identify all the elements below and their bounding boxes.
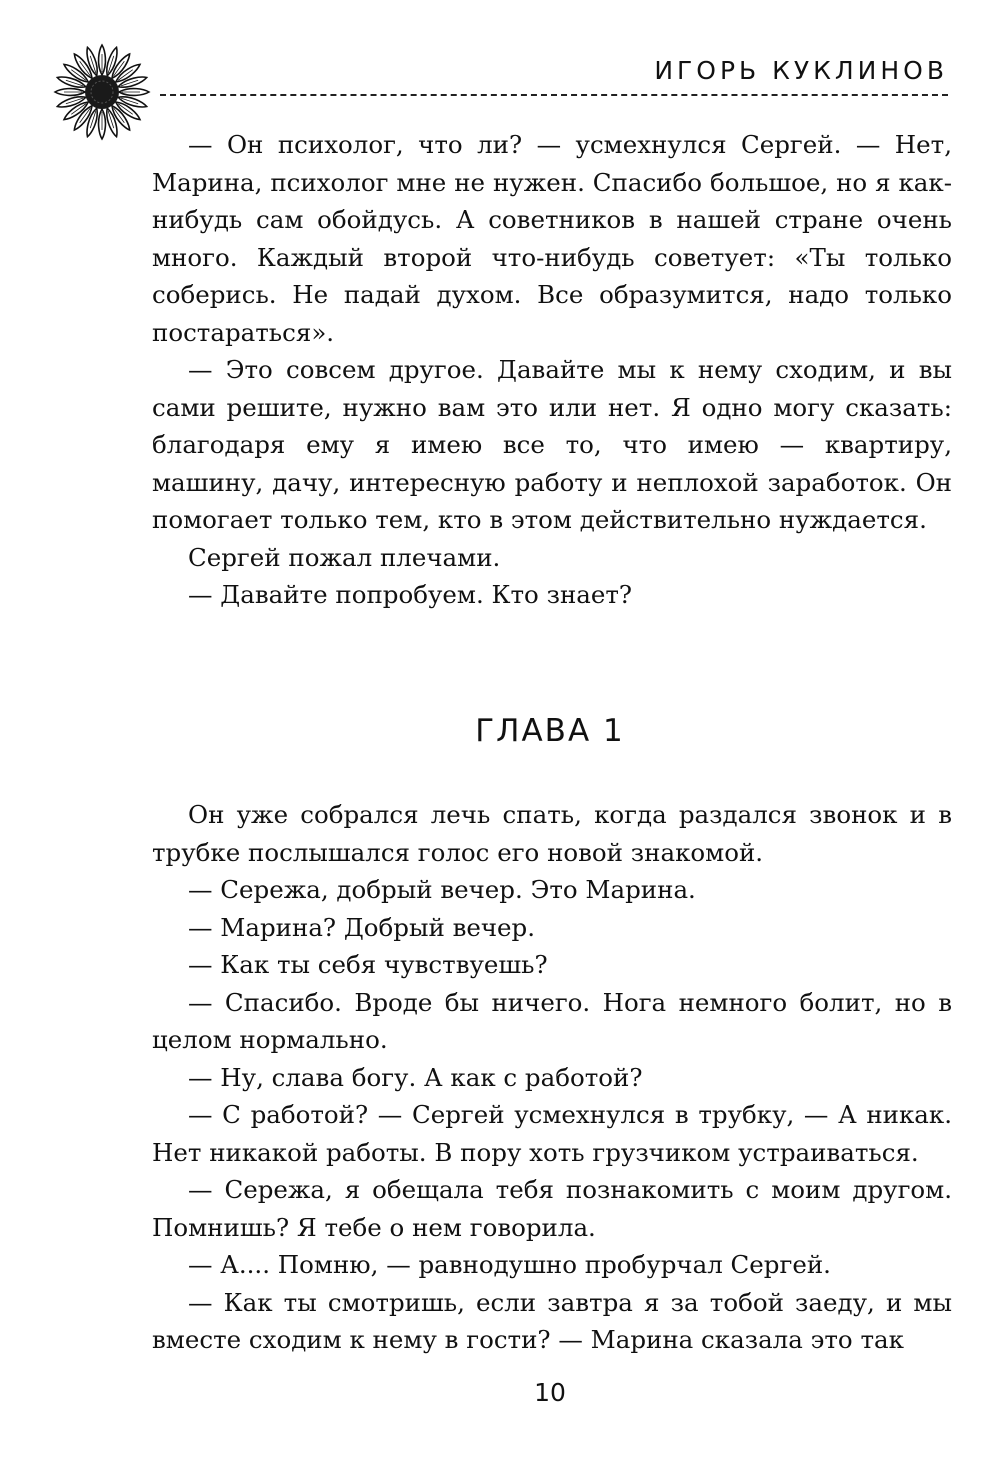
paragraph: — Как ты себя чувствуешь? — [188, 950, 548, 979]
page-number: 10 — [534, 1378, 566, 1407]
paragraph: — Сережа, я обещала тебя познакомить с моим другом. Помнишь? Я тебе о нем говорила. — [152, 1175, 952, 1242]
paragraph: Сергей пожал плечами. — [188, 542, 501, 572]
paragraph: — Он психолог, что ли? — усмехнулся Сергей. — Нет, Марина, психолог мне не нужен. Спасибо большое, но я как-нибудь сам обойдусь. А советников в нашей стране очень много. Каждый второй что-нибудь советует: «Ты только соберись. Не падай духом. Все образумится, надо только постараться». — [152, 130, 952, 347]
paragraph: — Давайте попробуем. Кто знает? — [188, 580, 633, 609]
paragraph: — Марина? Добрый вечер. — [188, 912, 536, 942]
header-divider — [160, 94, 948, 96]
paragraph: — А.... Помню, — равнодушно пробурчал Сергей. — [188, 1250, 831, 1279]
paragraph: — Спасибо. Вроде бы ничего. Нога немного болит, но в целом нормально. — [152, 987, 952, 1054]
chapter-title: ГЛАВА 1 — [475, 713, 625, 749]
paragraph: — Как ты смотришь, если завтра я за тобой заеду, и мы вместе сходим к нему в гости? — Марина сказала это так — [152, 1287, 952, 1354]
paragraph: — Это совсем другое. Давайте мы к нему сходим, и вы сами решите, нужно вам это или нет. Я одно могу сказать: благодаря ему я имею все то, что имею — квартиру, машину, дачу, интересную работу и неплохой заработок. Он помогает только тем, кто в этом действительно нуждается. — [152, 355, 952, 534]
running-header-author: ИГОРЬ КУКЛИНОВ — [654, 56, 948, 85]
paragraph: — Ну, слава богу. А как с работой? — [188, 1062, 643, 1092]
sunflower-icon — [52, 42, 152, 142]
text-block-chapter-1 — [152, 796, 952, 1359]
paragraph: — Сережа, добрый вечер. Это Марина. — [188, 875, 696, 904]
paragraph: — С работой? — Сергей усмехнулся в трубку, — А никак. Нет никакой работы. В пору хоть грузчиком устраиваться. — [152, 1100, 952, 1167]
text-block-intro — [152, 126, 952, 614]
paragraph: Он уже собрался лечь спать, когда раздался звонок и в трубке послышался голос его новой знакомой. — [152, 800, 952, 867]
